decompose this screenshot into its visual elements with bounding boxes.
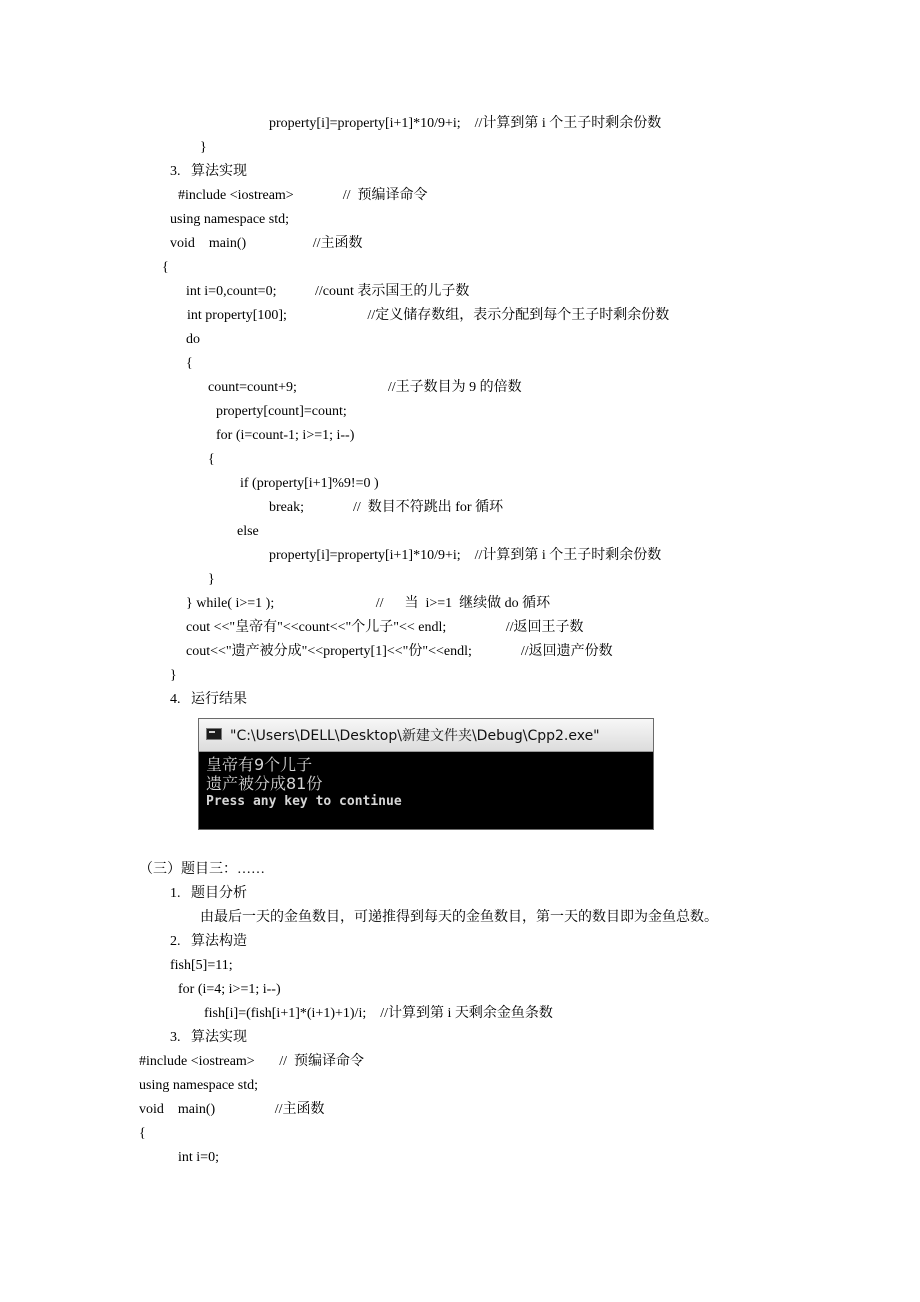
code-line: {: [139, 1126, 146, 1141]
code-line: void main() //主函数: [170, 236, 363, 251]
code-line: }: [170, 668, 177, 683]
console-output-line: Press any key to continue: [206, 794, 402, 809]
code-line: int property[100]; //定义储存数组，表示分配到每个王子时剩余份数: [187, 308, 670, 323]
code-line: cout <<"皇帝有"<<count<<"个儿子"<< endl; //返回王子数: [186, 620, 584, 635]
console-title-bar: [199, 719, 653, 752]
code-line: int i=0,count=0; //count 表示国王的儿子数: [186, 284, 470, 299]
section-heading: 2. 算法构造: [170, 934, 247, 949]
code-line: fish[5]=11;: [170, 958, 233, 973]
section-heading: 1. 题目分析: [170, 886, 247, 901]
console-title: "C:\Users\DELL\Desktop\新建文件夹\Debug\Cpp2.exe": [230, 728, 600, 744]
code-line: if (property[i+1]%9!=0 ): [240, 476, 379, 491]
code-line: property[i]=property[i+1]*10/9+i; //计算到第 i 个王子时剩余份数: [269, 116, 662, 131]
code-line: using namespace std;: [170, 212, 289, 227]
code-line: count=count+9; //王子数目为 9 的倍数: [208, 380, 522, 395]
code-line: } while( i>=1 ); // 当 i>=1 继续做 do 循环: [186, 596, 551, 611]
code-line: break; // 数目不符跳出 for 循环: [269, 500, 504, 515]
code-line: for (i=4; i>=1; i--): [178, 982, 281, 997]
code-line: }: [200, 140, 207, 155]
console-screenshot: [198, 718, 654, 830]
code-line: void main() //主函数: [139, 1102, 325, 1117]
code-line: {: [186, 356, 193, 371]
console-output-line: 遗产被分成81份: [206, 774, 323, 793]
console-output-line: 皇帝有9个儿子: [206, 755, 313, 774]
code-line: property[count]=count;: [216, 404, 347, 419]
section-heading: 3. 算法实现: [170, 164, 247, 179]
code-line: else: [237, 524, 259, 539]
section-heading: 4. 运行结果: [170, 692, 247, 707]
code-line: int i=0;: [178, 1150, 219, 1165]
code-line: {: [208, 452, 215, 467]
code-line: fish[i]=(fish[i+1]*(i+1)+1)/i; //计算到第 i 天剩余金鱼条数: [204, 1006, 553, 1021]
code-line: #include <iostream> // 预编译命令: [178, 188, 428, 203]
code-line: }: [208, 572, 215, 587]
code-line: for (i=count-1; i>=1; i--): [216, 428, 355, 443]
console-app-icon: [206, 728, 222, 740]
paragraph: 由最后一天的金鱼数目，可递推得到每天的金鱼数目，第一天的数目即为金鱼总数。: [200, 910, 718, 925]
section-heading: 3. 算法实现: [170, 1030, 247, 1045]
section-heading: （三）题目三：……: [139, 862, 265, 877]
code-line: using namespace std;: [139, 1078, 258, 1093]
code-line: #include <iostream> // 预编译命令: [139, 1054, 364, 1069]
code-line: property[i]=property[i+1]*10/9+i; //计算到第 i 个王子时剩余份数: [269, 548, 662, 563]
code-line: cout<<"遗产被分成"<<property[1]<<"份"<<endl; //返回遗产份数: [186, 644, 613, 659]
code-line: {: [162, 260, 169, 275]
code-line: do: [186, 332, 200, 347]
console-output: [206, 755, 402, 811]
